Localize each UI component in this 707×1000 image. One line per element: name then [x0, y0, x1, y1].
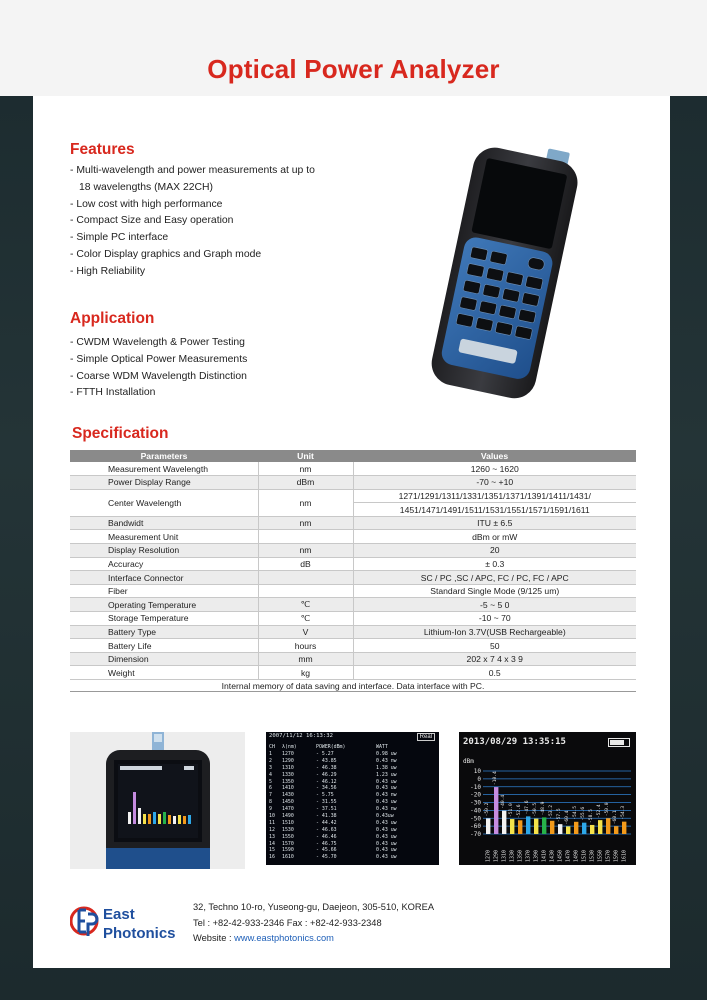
param-cell: Battery Type [70, 625, 258, 639]
value-cell: -70 ~ +10 [353, 476, 636, 490]
bar [494, 787, 498, 834]
param-cell: Weight [70, 666, 258, 680]
data-label: -52.6 [517, 804, 523, 819]
bar [622, 822, 626, 834]
table-row [70, 666, 636, 680]
param-cell: Power Display Range [70, 476, 258, 490]
data-label: -60.1 [613, 810, 619, 825]
param-cell: Fiber [70, 584, 258, 598]
application-list [70, 335, 247, 402]
unit-cell [258, 571, 353, 585]
table-row: 3 1310 - 46.38 1.38 uw [269, 764, 397, 771]
unit-cell: V [258, 625, 353, 639]
value-cell: 1271/1291/1311/1331/1351/1371/1391/1411/1431/ [353, 489, 636, 503]
y-tick-label: 10 [473, 768, 481, 775]
table-row: 2 1290 - 43.85 0.43 nw [269, 757, 397, 764]
data-label: -50.2 [485, 802, 491, 817]
unit-cell [258, 584, 353, 598]
x-tick-label: 1370 [525, 849, 532, 862]
param-cell: Measurement Unit [70, 530, 258, 544]
data-label: -50.5 [533, 802, 539, 817]
data-label: -57.5 [557, 808, 563, 823]
unit-cell: kg [258, 666, 353, 680]
x-tick-label: 1430 [549, 849, 556, 862]
list-item: - High Reliability [70, 265, 146, 277]
y-tick-label: -40 [470, 807, 481, 815]
bar-chart-screen [459, 732, 636, 865]
data-label: -52.4 [597, 804, 603, 819]
bar [614, 826, 618, 834]
x-tick-label: 1590 [613, 849, 620, 862]
bar [542, 817, 546, 834]
column-header: Unit [258, 450, 353, 462]
data-label: -58.5 [589, 809, 595, 823]
value-cell: Lithium-Ion 3.7V(USB Rechargeable) [353, 625, 636, 639]
features-list [70, 163, 315, 281]
bar [598, 820, 602, 834]
data-label: -54.5 [573, 805, 579, 820]
bar [582, 823, 586, 834]
table-row [70, 639, 636, 653]
bar [502, 811, 506, 834]
tel-fax: Tel : +82-42-933-2346 Fax : +82-42-933-2348 [193, 917, 382, 928]
list-item: - Simple Optical Power Measurements [70, 353, 248, 365]
list-item: 18 wavelengths (MAX 22CH) [79, 181, 213, 193]
param-cell: Display Resolution [70, 544, 258, 558]
measurement-table-screen [266, 732, 439, 865]
bar-chart [459, 732, 636, 865]
table-row: 13 1550 - 46.46 0.43 uw [269, 833, 397, 840]
list-item: - Simple PC interface [70, 232, 169, 244]
table-row [70, 544, 636, 558]
x-tick-label: 1310 [501, 849, 508, 862]
list-item: - Low cost with high performance [70, 198, 223, 210]
list-item: - Color Display graphics and Graph mode [70, 248, 262, 260]
data-label: -51.0 [509, 803, 515, 818]
contact-info [193, 900, 434, 947]
table-row [70, 489, 636, 503]
bar [510, 819, 514, 834]
unit-cell: dB [258, 557, 353, 571]
bar [534, 819, 538, 834]
website-link[interactable]: www.eastphotonics.com [234, 933, 334, 943]
list-item: - FTTH Installation [70, 387, 156, 399]
y-tick-label: -70 [470, 831, 481, 838]
list-item: - Coarse WDM Wavelength Distinction [70, 370, 247, 382]
address: 32, Techno 10-ro, Yuseong-gu, Daejeon, 305-510, KOREA [193, 902, 435, 912]
spec-table [70, 450, 636, 692]
value-cell: 202 x 7 4 x 3 9 [353, 652, 636, 666]
table-row [70, 598, 636, 612]
application-heading: Application [70, 310, 155, 327]
data-label: -10.4 [493, 771, 499, 786]
y-tick-label: 0 [477, 775, 481, 783]
value-cell: 1260 ~ 1620 [353, 462, 636, 476]
website-label: Website : [193, 933, 235, 943]
table-row [70, 476, 636, 490]
unit-cell: ℃ [258, 598, 353, 612]
param-cell: Bandwidt [70, 516, 258, 530]
value-cell: ITU ± 6.5 [353, 516, 636, 530]
param-cell: Dimension [70, 652, 258, 666]
table-row [70, 530, 636, 544]
list-item: - CWDM Wavelength & Power Testing [70, 337, 245, 348]
logo-line2: Photonics [103, 925, 176, 942]
bar [550, 821, 554, 834]
table-row: 4 1330 - 46.29 1.23 uw [269, 771, 397, 778]
table-row: 6 1410 - 34.56 0.43 uw [269, 785, 397, 792]
param-cell: Interface Connector [70, 571, 258, 585]
table-row [70, 571, 636, 585]
screen-table [269, 743, 416, 861]
x-tick-label: 1550 [597, 849, 604, 862]
value-cell: ± 0.3 [353, 557, 636, 571]
table-row [70, 652, 636, 666]
unit-cell: dBm [258, 476, 353, 490]
x-tick-label: 1270 [485, 849, 492, 862]
y-tick-label: -20 [470, 791, 481, 799]
table-row: 11 1510 - 44.42 0.43 uw [269, 819, 397, 826]
x-tick-label: 1530 [589, 849, 596, 862]
x-tick-label: 1330 [509, 849, 516, 862]
bar [590, 825, 594, 834]
spec-note: Internal memory of data saving and interface. Data interface with PC. [70, 680, 636, 692]
table-row [70, 462, 636, 476]
value-cell: dBm or mW [353, 530, 636, 544]
data-label: -47.6 [525, 800, 531, 815]
bar [574, 822, 578, 834]
unit-cell: nm [258, 462, 353, 476]
table-row [70, 584, 636, 598]
website-line [193, 931, 434, 947]
value-cell: Standard Single Mode (9/125 um) [353, 584, 636, 598]
x-tick-label: 1390 [533, 849, 540, 862]
east-photonics-logo [70, 902, 185, 942]
table-row: 16 1610 - 45.70 0.43 uw [269, 854, 397, 861]
unit-cell: nm [258, 544, 353, 558]
screen-table-header: CH λ(nm) POWER(dBm) WATT [269, 744, 388, 750]
value-cell: 1451/1471/1491/1511/1531/1551/1571/1591/1611 [353, 503, 636, 517]
x-tick-label: 1450 [557, 849, 564, 862]
bar [518, 820, 522, 834]
device-image [430, 140, 580, 402]
x-tick-label: 1350 [517, 849, 524, 862]
table-row: 8 1450 - 31.55 0.43 uw [269, 799, 397, 806]
x-tick-label: 1510 [581, 849, 588, 862]
bar [606, 818, 610, 834]
x-tick-label: 1410 [541, 849, 548, 862]
value-cell: SC / PC ,SC / APC, FC / PC, FC / APC [353, 571, 636, 585]
value-cell: 20 [353, 544, 636, 558]
chart-title: 2013/08/29 13:35:15 [463, 737, 566, 747]
param-cell: Operating Temperature [70, 598, 258, 612]
x-tick-label: 1490 [573, 849, 580, 862]
unit-cell: hours [258, 639, 353, 653]
x-tick-label: 1470 [565, 849, 572, 862]
table-row: 7 1430 - 5.75 0.43 nw [269, 792, 397, 799]
bar [566, 826, 570, 834]
column-header: Parameters [70, 450, 258, 462]
bar [486, 818, 490, 834]
unit-cell: mm [258, 652, 353, 666]
specification-heading: Specification [72, 425, 169, 442]
data-label: -48.9 [541, 801, 547, 816]
value-cell: 50 [353, 639, 636, 653]
table-row [70, 557, 636, 571]
data-label: -50.0 [605, 802, 611, 817]
table-row: 10 1490 - 41.38 0.43uw [269, 813, 394, 820]
param-cell: Battery Life [70, 639, 258, 653]
param-cell: Center Wavelength [70, 489, 258, 516]
x-tick-label: 1290 [493, 849, 500, 862]
page-title: Optical Power Analyzer [207, 54, 500, 84]
unit-cell: nm [258, 516, 353, 530]
column-header: Values [353, 450, 636, 462]
list-item: - Compact Size and Easy operation [70, 215, 234, 227]
param-cell: Storage Temperature [70, 612, 258, 626]
bar [558, 824, 562, 834]
table-note-row [70, 680, 636, 692]
data-label: -54.3 [621, 805, 627, 820]
value-cell: -10 ~ 70 [353, 612, 636, 626]
y-tick-label: -50 [470, 815, 481, 823]
data-label: -60.4 [565, 810, 571, 825]
param-cell: Accuracy [70, 557, 258, 571]
device-photo [70, 732, 245, 869]
unit-cell [258, 530, 353, 544]
value-cell: 0.5 [353, 666, 636, 680]
bar [526, 816, 530, 834]
table-row: 5 1350 - 46.12 0.43 uw [269, 778, 397, 785]
features-heading: Features [70, 141, 135, 158]
table-row [70, 612, 636, 626]
table-row [70, 625, 636, 639]
data-label: -55.6 [581, 806, 587, 821]
y-tick-label: -60 [470, 823, 481, 831]
screen-timestamp: 2007/11/12 16:13:32 [269, 733, 333, 739]
table-row [70, 516, 636, 530]
data-label: -40.4 [501, 794, 507, 809]
unit-cell: ℃ [258, 612, 353, 626]
y-tick-label: -30 [470, 799, 481, 807]
table-row: 14 1570 - 46.75 0.43 uw [269, 840, 397, 847]
y-axis-label: dBm [463, 758, 474, 765]
x-tick-label: 1570 [605, 849, 612, 862]
param-cell: Measurement Wavelength [70, 462, 258, 476]
data-label: -53.2 [549, 804, 555, 819]
table-row: 12 1530 - 46.63 0.43 uw [269, 826, 397, 833]
table-header-row [70, 450, 636, 462]
logo-line1: East [103, 906, 135, 923]
list-item: - Multi-wavelength and power measurements at up to [70, 165, 315, 176]
y-tick-label: -10 [470, 783, 481, 791]
table-row: 9 1470 - 37.51 0.43 nw [269, 806, 397, 813]
table-row: 15 1590 - 45.66 0.43 uw [269, 847, 397, 854]
value-cell: -5 ~ 5 0 [353, 598, 636, 612]
table-row: 1 1270 - 5.27 0.98 uw [269, 751, 397, 757]
real-mode-label: Real [417, 733, 435, 741]
x-tick-label: 1610 [621, 849, 628, 862]
unit-cell: nm [258, 489, 353, 516]
